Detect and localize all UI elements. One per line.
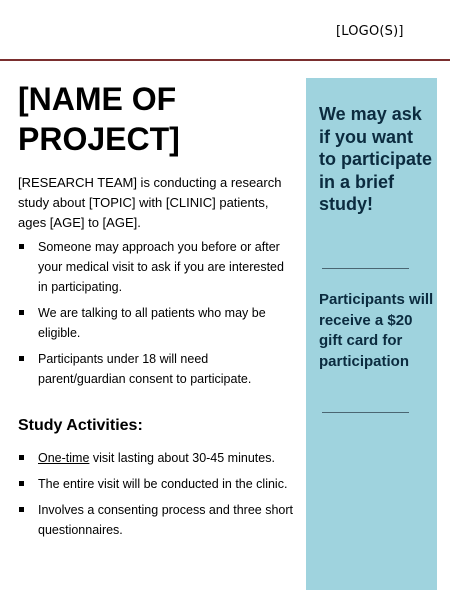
intro-paragraph: [RESEARCH TEAM] is conducting a research study about [TOPIC] with [CLINIC] patients, ages [AGE] to [AGE].	[18, 175, 282, 230]
list-item	[18, 237, 296, 297]
callout-heading: We may ask if you want to participate in a brief study!	[319, 104, 433, 214]
study-activities-heading: Study Activities:	[18, 417, 143, 434]
one-time-emphasis: One-time	[38, 451, 90, 465]
callout-panel	[306, 78, 437, 590]
list-item-text: Someone may approach you before or after your medical visit to ask if you are interested in participating.	[38, 240, 284, 294]
list-item-text: Participants under 18 will need parent/guardian consent to participate.	[38, 352, 252, 386]
list-item-text: The entire visit will be conducted in the clinic.	[38, 477, 288, 491]
callout-divider	[322, 268, 409, 269]
square-bullet-icon	[19, 310, 24, 315]
intro-bullet-list	[18, 237, 296, 395]
list-item	[18, 349, 296, 389]
square-bullet-icon	[19, 244, 24, 249]
square-bullet-icon	[19, 356, 24, 361]
square-bullet-icon	[19, 481, 24, 486]
list-item-text: visit lasting about 30-45 minutes.	[89, 451, 275, 465]
list-item-text: Involves a consenting process and three short questionnaires.	[38, 503, 294, 537]
list-item	[18, 448, 296, 468]
compensation-text: Participants will receive a $20 gift card for participation	[319, 291, 434, 370]
callout-divider	[322, 412, 409, 413]
list-item	[18, 303, 296, 343]
square-bullet-icon	[19, 507, 24, 512]
project-title: [NAME OF PROJECT]	[18, 81, 180, 157]
square-bullet-icon	[19, 455, 24, 460]
logo-placeholder: [LOGO(S)]	[336, 24, 404, 39]
activities-bullet-list	[18, 448, 296, 546]
header-divider	[0, 59, 450, 61]
list-item-text: We are talking to all patients who may be eligible.	[38, 306, 266, 340]
list-item	[18, 500, 296, 540]
list-item	[18, 474, 296, 494]
